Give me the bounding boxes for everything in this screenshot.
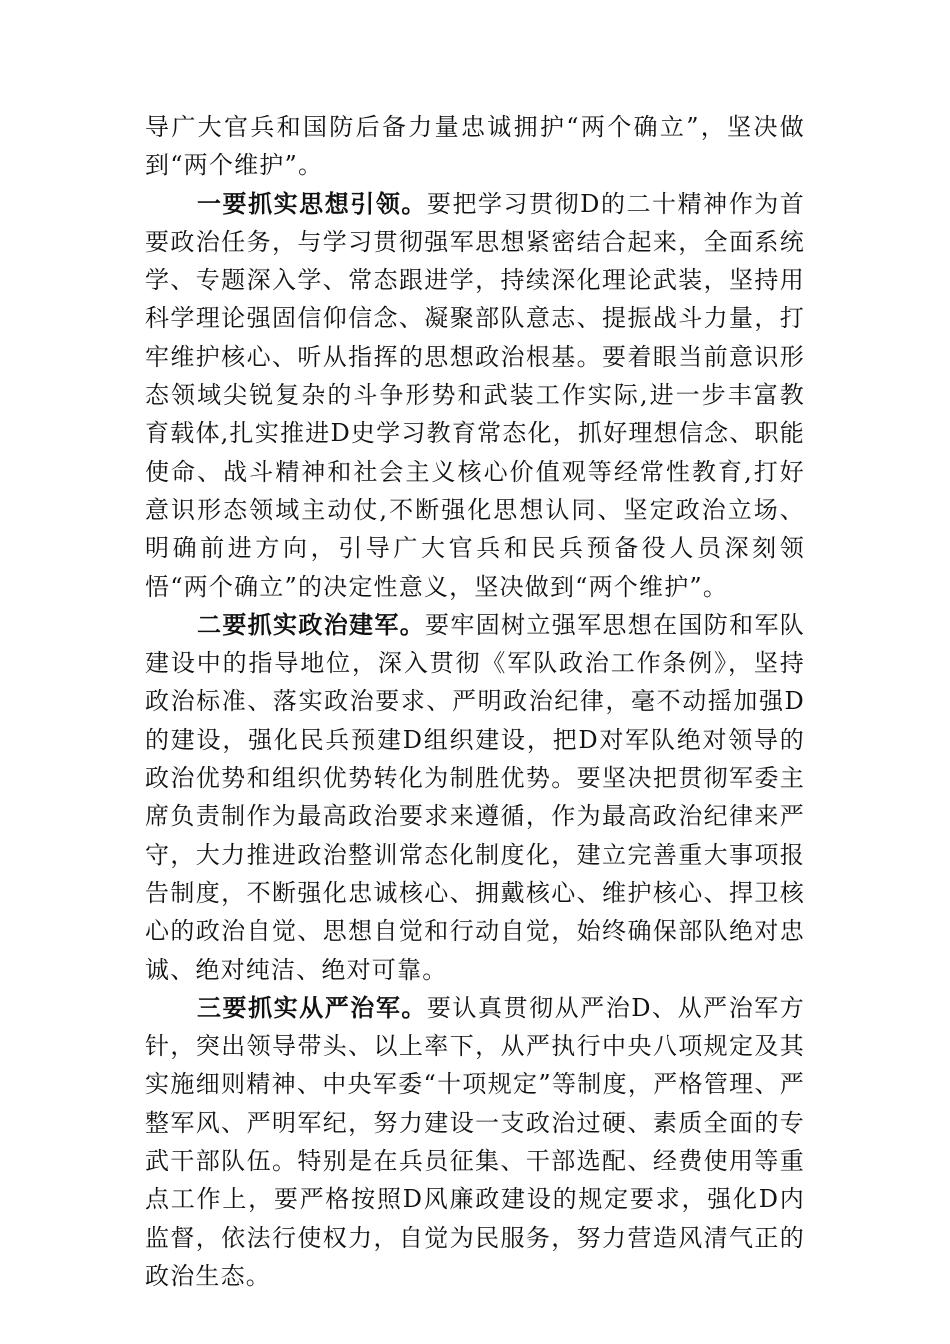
- paragraph-political-army-building: [145, 606, 805, 989]
- paragraph-strict-governance: [145, 989, 805, 1295]
- paragraph-continuation: [145, 108, 805, 185]
- paragraph-text: 要把学习贯彻D的二十精神作为首要政治任务，与学习贯彻强军思想紧密结合起来，全面系统学、专题深入学、常态跟进学，持续深化理论武装，坚持用科学理论强固信仰信念、凝聚部队意志、提振战斗力量，打牢维护核心、听从指挥的思想政治根基。要着眼当前意识形态领域尖锐复杂的斗争形势和武装工作实际,进一步丰富教育载体,扎实推进D史学习教育常态化，抓好理想信念、职能使命、战斗精神和社会主义核心价值观等经常性教育,打好意识形态领域主动仗,不断强化思想认同、坚定政治立场、明确前进方向，引导广大官兵和民兵预备役人员深刻领悟“两个确立”的决定性意义，坚决做到“两个维护”。: [145, 189, 805, 601]
- paragraph-heading: 一要抓实思想引领。: [197, 188, 427, 218]
- paragraph-thought-guidance: [145, 185, 805, 606]
- paragraph-heading: 三要抓实从严治军。: [197, 992, 427, 1022]
- paragraph-heading: 二要抓实政治建军。: [197, 609, 426, 639]
- paragraph-text: 要认真贯彻从严治D、从严治军方针，突出领导带头、以上率下，从严执行中央八项规定及其实施细则精神、中央军委“十项规定”等制度，严格管理、严整军风、严明军纪，努力建设一支政治过硬、素质全面的专武干部队伍。特别是在兵员征集、干部选配、经费使用等重点工作上，要严格按照D风廉政建设的规定要求，强化D内监督，依法行使权力，自觉为民服务，努力营造风清气正的政治生态。: [145, 993, 805, 1290]
- document-body: [145, 108, 805, 1295]
- paragraph-text: 要牢固树立强军思想在国防和军队建设中的指导地位，深入贯彻《军队政治工作条例》，坚持政治标准、落实政治要求、严明政治纪律，毫不动摇加强D的建设，强化民兵预建D组织建设，把D对军队绝对领导的政治优势和组织优势转化为制胜优势。要坚决把贯彻军委主席负责制作为最高政治要求来遵循，作为最高政治纪律来严守，大力推进政治整训常态化制度化，建立完善重大事项报告制度，不断强化忠诚核心、拥戴核心、维护核心、捍卫核心的政治自觉、思想自觉和行动自觉，始终确保部队绝对忠诚、绝对纯洁、绝对可靠。: [145, 610, 805, 984]
- paragraph-text: 导广大官兵和国防后备力量忠诚拥护“两个确立”，坚决做到“两个维护”。: [145, 113, 805, 180]
